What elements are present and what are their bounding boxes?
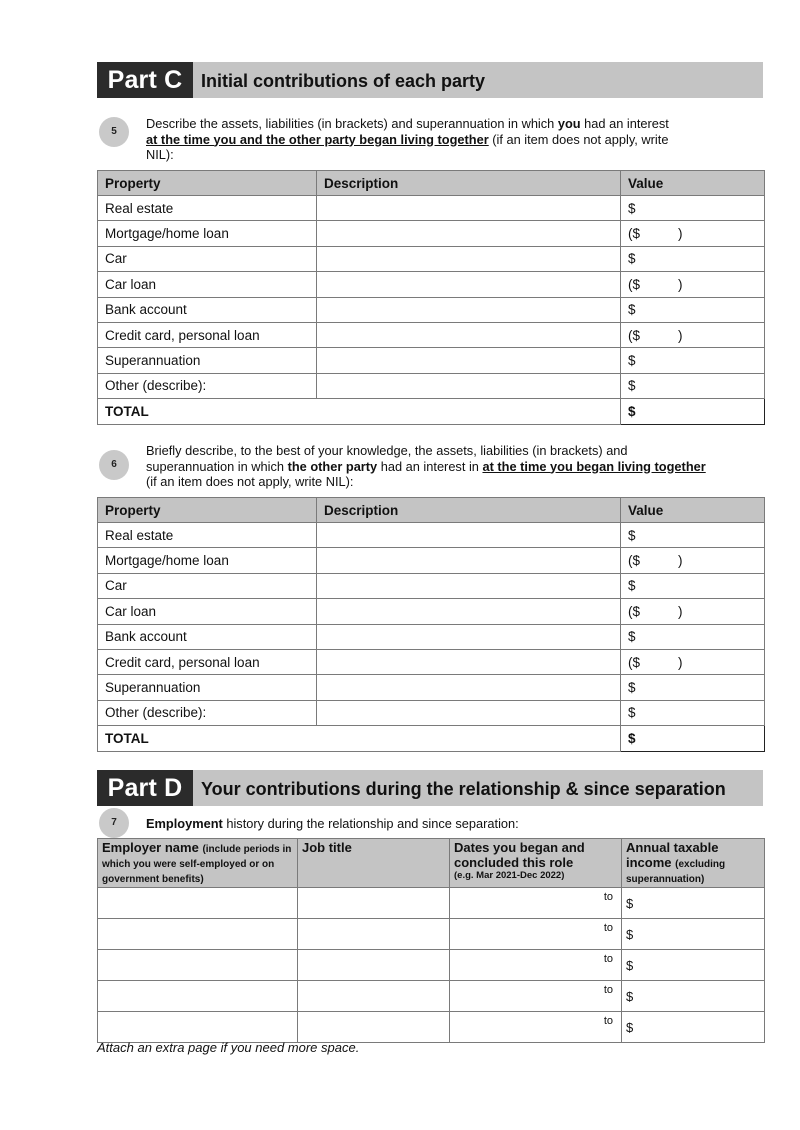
dates-field[interactable] [450,950,622,981]
income-header [622,839,765,888]
total-label: TOTAL [98,399,621,424]
value-prefix: ($ [628,276,641,292]
part-c-title: Initial contributions of each party [201,71,486,91]
table-row [98,272,765,297]
question-7-text [146,816,519,832]
job-title-field[interactable] [298,981,450,1012]
total-row [98,726,765,751]
value-field[interactable] [621,523,765,548]
value-field[interactable] [621,649,765,674]
income-header-note: (excluding superannuation) [626,859,726,885]
property-label: Real estate [98,196,317,221]
value-field[interactable] [621,348,765,373]
to-label: to [603,891,613,903]
table-row [98,624,765,649]
description-field[interactable] [317,272,621,297]
total-label: TOTAL [98,726,621,751]
value-field[interactable] [621,221,765,246]
description-field[interactable] [317,322,621,347]
to-label: to [603,984,613,996]
dates-header-note: (e.g. Mar 2021-Dec 2022) [454,870,565,881]
property-label: Other (describe): [98,700,317,725]
income-field[interactable] [622,950,765,981]
extra-page-note: Attach an extra page if you need more space. [97,1040,360,1055]
income-field[interactable] [622,888,765,919]
question-6-badge: 6 [99,450,129,480]
value-prefix: ($ [628,553,641,569]
dollar-prefix: $ [626,895,634,911]
description-field[interactable] [317,297,621,322]
table-header-row [98,171,765,196]
employer-name-field[interactable] [98,981,298,1012]
part-d-tag: Part D [97,770,193,806]
description-field[interactable] [317,246,621,271]
question-5-text [146,116,746,163]
part-c-header [97,62,763,98]
description-field[interactable] [317,373,621,398]
table-row [98,548,765,573]
value-field[interactable] [621,548,765,573]
total-row [98,399,765,424]
value-field[interactable] [621,675,765,700]
property-label: Car loan [98,272,317,297]
q7-text-part: history during the relationship and since separation: [222,816,519,831]
initial-assets-other-party-table [97,497,765,752]
property-label: Bank account [98,624,317,649]
income-field[interactable] [622,981,765,1012]
q6-text-bold: the other party [287,458,378,474]
dates-header [450,839,622,888]
value-prefix: $ [628,200,636,216]
table-header-row [98,498,765,523]
dates-field[interactable] [450,1012,622,1043]
dollar-prefix: $ [626,957,634,973]
property-label: Car loan [98,599,317,624]
q5-text-bold: you [557,116,581,131]
value-field[interactable] [621,196,765,221]
dates-field[interactable] [450,919,622,950]
total-value-prefix: $ [628,730,636,746]
value-field[interactable] [621,624,765,649]
value-prefix: ($ [628,654,641,670]
value-field[interactable] [621,573,765,598]
job-title-field[interactable] [298,950,450,981]
table-row [98,573,765,598]
table-row [98,700,765,725]
income-header-label: Annual taxable income [626,840,719,870]
value-field[interactable] [621,322,765,347]
description-field[interactable] [317,675,621,700]
value-prefix: $ [628,251,636,267]
question-7-badge: 7 [99,808,129,838]
value-prefix: ($ [628,327,641,343]
value-field[interactable] [621,700,765,725]
table-row [98,373,765,398]
part-d-title: Your contributions during the relationship & since separation [201,779,726,799]
dollar-prefix: $ [626,926,634,942]
description-header: Description [317,171,621,196]
description-field[interactable] [317,573,621,598]
employment-row [98,981,765,1012]
dates-field[interactable] [450,981,622,1012]
employment-row [98,919,765,950]
value-prefix: $ [628,578,636,594]
value-suffix: ) [678,276,683,292]
q6-text-part: had an interest in [377,458,483,474]
part-c-tag: Part C [97,62,193,98]
q5-text-part: Describe the assets, liabilities (in brackets) and superannuation in which [146,116,558,131]
value-prefix: $ [628,705,636,721]
value-header: Value [621,498,765,523]
property-label: Real estate [98,523,317,548]
value-field[interactable] [621,373,765,398]
property-label: Credit card, personal loan [98,322,317,347]
q6-text-part: (if an item does not apply, write NIL): [146,474,354,489]
total-value-prefix: $ [628,403,636,419]
dates-header-label: Dates you began and concluded this role [454,840,585,870]
property-label: Other (describe): [98,373,317,398]
value-suffix: ) [678,603,683,619]
q5-text-part: had an interest [580,116,669,131]
property-header: Property [98,171,317,196]
value-prefix: ($ [628,226,641,242]
table-row [98,649,765,674]
dollar-prefix: $ [626,1019,634,1035]
question-6-text [146,443,756,490]
description-header: Description [317,498,621,523]
income-field[interactable] [622,919,765,950]
q5-text-underline: at the time you and the other party began living together [146,131,489,147]
to-label: to [603,953,613,965]
value-field[interactable] [621,272,765,297]
table-row [98,675,765,700]
property-label: Superannuation [98,675,317,700]
job-title-field[interactable] [298,919,450,950]
employment-history-table [97,838,765,1043]
income-field[interactable] [622,1012,765,1043]
table-row [98,348,765,373]
property-label: Bank account [98,297,317,322]
employer-name-field[interactable] [98,1012,298,1043]
table-row [98,322,765,347]
property-label: Credit card, personal loan [98,649,317,674]
q6-text-part: superannuation in which [146,458,288,474]
value-prefix: $ [628,302,636,318]
description-field[interactable] [317,196,621,221]
value-suffix: ) [678,327,683,343]
table-row [98,523,765,548]
table-row [98,196,765,221]
value-header: Value [621,171,765,196]
description-field[interactable] [317,649,621,674]
value-suffix: ) [678,553,683,569]
dates-field[interactable] [450,888,622,919]
job-title-field[interactable] [298,888,450,919]
property-header: Property [98,498,317,523]
value-field[interactable] [621,599,765,624]
property-label: Superannuation [98,348,317,373]
to-label: to [603,1015,613,1027]
table-row [98,221,765,246]
value-prefix: $ [628,353,636,369]
q7-text-bold: Employment [146,816,223,831]
property-label: Mortgage/home loan [98,221,317,246]
initial-assets-you-table [97,170,765,425]
employer-header-label: Employer name [102,840,199,855]
employer-name-field[interactable] [98,950,298,981]
description-field[interactable] [317,523,621,548]
employment-row [98,888,765,919]
value-field[interactable] [621,297,765,322]
job-title-header: Job title [298,839,450,888]
q6-text-underline: at the time you began living together [482,458,706,474]
part-d-header [97,770,763,806]
employer-name-field[interactable] [98,919,298,950]
employer-header-note: (include periods in which you were self-employed or on government benefits) [102,844,292,885]
question-5-badge: 5 [99,117,129,147]
description-field[interactable] [317,348,621,373]
description-field[interactable] [317,221,621,246]
to-label: to [603,922,613,934]
value-field[interactable] [621,246,765,271]
property-label: Mortgage/home loan [98,548,317,573]
table-row [98,297,765,322]
employment-row [98,950,765,981]
value-suffix: ) [678,654,683,670]
employment-row [98,1012,765,1043]
table-header-row [98,839,765,888]
table-row [98,599,765,624]
job-title-field[interactable] [298,1012,450,1043]
employer-header [98,839,298,888]
property-label: Car [98,246,317,271]
value-prefix: $ [628,629,636,645]
dollar-prefix: $ [626,988,634,1004]
total-value-field[interactable] [621,399,765,424]
q6-text-part: Briefly describe, to the best of your knowledge, the assets, liabilities (in brackets) and [146,443,628,458]
property-label: Car [98,573,317,598]
description-field[interactable] [317,624,621,649]
value-prefix: ($ [628,603,641,619]
description-field[interactable] [317,700,621,725]
description-field[interactable] [317,548,621,573]
total-value-field[interactable] [621,726,765,751]
value-prefix: $ [628,378,636,394]
description-field[interactable] [317,599,621,624]
q5-text-part: NIL): [146,147,174,162]
value-suffix: ) [678,226,683,242]
value-prefix: $ [628,680,636,696]
q5-text-part: (if an item does not apply, write [488,131,669,147]
table-row [98,246,765,271]
value-prefix: $ [628,527,636,543]
employer-name-field[interactable] [98,888,298,919]
